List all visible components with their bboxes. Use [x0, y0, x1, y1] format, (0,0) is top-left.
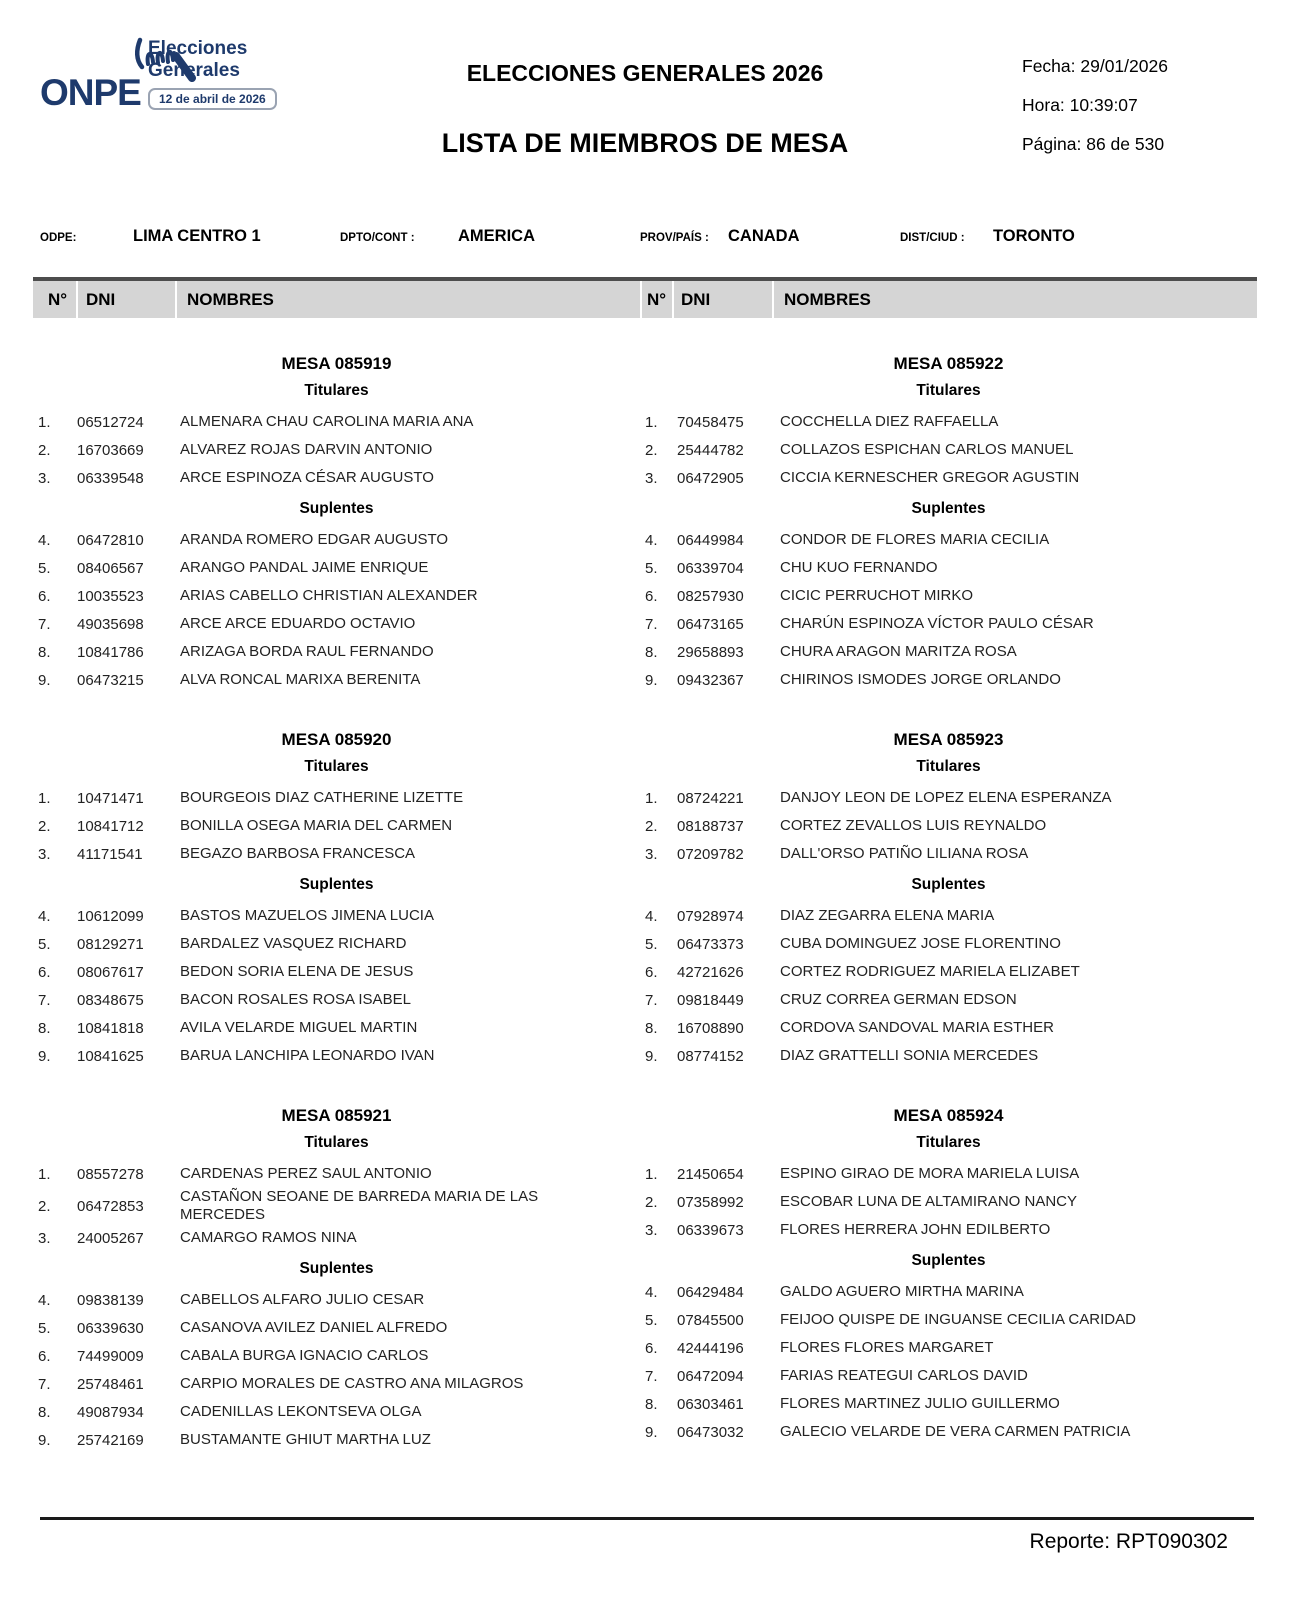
- member-name: CAMARGO RAMOS NINA: [180, 1229, 357, 1246]
- member-number: 7.: [38, 615, 51, 633]
- titulares-label: Titulares: [304, 1134, 369, 1151]
- member-row: [33, 930, 640, 958]
- logo-line-2: Generales: [148, 60, 240, 81]
- member-dni: 06339630: [77, 1319, 144, 1337]
- mesa-title: MESA 085922: [893, 354, 1004, 373]
- titulares-rows: [640, 784, 1257, 868]
- member-number: 7.: [645, 615, 658, 633]
- member-row: [33, 958, 640, 986]
- member-row: [640, 1014, 1257, 1042]
- member-dni: 09818449: [677, 991, 744, 1009]
- member-name: FLORES MARTINEZ JULIO GUILLERMO: [780, 1395, 1060, 1412]
- member-number: 3.: [645, 469, 658, 487]
- member-name: CABALA BURGA IGNACIO CARLOS: [180, 1347, 429, 1364]
- member-number: 2.: [38, 817, 51, 835]
- member-dni: 07845500: [677, 1311, 744, 1329]
- member-row: [33, 610, 640, 638]
- member-dni: 06473165: [677, 615, 744, 633]
- member-dni: 29658893: [677, 643, 744, 661]
- election-date-badge: 12 de abril de 2026: [148, 88, 277, 110]
- member-row: [33, 638, 640, 666]
- member-name: ALMENARA CHAU CAROLINA MARIA ANA: [180, 413, 474, 430]
- region-row: [40, 227, 1260, 246]
- member-row: [640, 1278, 1257, 1306]
- member-dni: 49087934: [77, 1403, 144, 1421]
- member-dni: 07928974: [677, 907, 744, 925]
- member-row: [640, 1306, 1257, 1334]
- suplentes-rows: [33, 902, 640, 1070]
- member-name: CARPIO MORALES DE CASTRO ANA MILAGROS: [180, 1375, 524, 1392]
- member-row: [640, 930, 1257, 958]
- member-name: CHIRINOS ISMODES JORGE ORLANDO: [780, 671, 1061, 688]
- member-number: 4.: [645, 531, 658, 549]
- member-row: [33, 1370, 640, 1398]
- member-row: [640, 902, 1257, 930]
- member-name: ARIAS CABELLO CHRISTIAN ALEXANDER: [180, 587, 478, 604]
- mesa-block: [33, 1106, 640, 1454]
- member-row: [640, 408, 1257, 436]
- member-row: [640, 1042, 1257, 1070]
- member-name: COLLAZOS ESPICHAN CARLOS MANUEL: [780, 441, 1074, 458]
- member-name: CARDENAS PEREZ SAUL ANTONIO: [180, 1165, 432, 1182]
- odpe-value: LIMA CENTRO 1: [133, 227, 261, 245]
- titulares-label: Titulares: [304, 382, 369, 399]
- mesa-title: MESA 085919: [281, 354, 392, 373]
- col-header-nombres: NOMBRES: [772, 281, 1257, 318]
- member-row: [33, 1342, 640, 1370]
- member-dni: 06339704: [677, 559, 744, 577]
- footer-divider: [40, 1517, 1254, 1520]
- member-row: [640, 526, 1257, 554]
- member-row: [33, 1398, 640, 1426]
- member-name: BUSTAMANTE GHIUT MARTHA LUZ: [180, 1431, 431, 1448]
- member-name: DANJOY LEON DE LOPEZ ELENA ESPERANZA: [780, 789, 1112, 806]
- member-row: [640, 986, 1257, 1014]
- member-number: 1.: [38, 789, 51, 807]
- suplentes-label: Suplentes: [299, 1260, 374, 1277]
- member-dni: 25444782: [677, 441, 744, 459]
- dpto-label: DPTO/CONT :: [340, 232, 415, 244]
- member-dni: 70458475: [677, 413, 744, 431]
- member-row: [640, 436, 1257, 464]
- member-dni: 21450654: [677, 1165, 744, 1183]
- member-number: 4.: [645, 907, 658, 925]
- mesa-title: MESA 085924: [893, 1106, 1004, 1125]
- member-name: CRUZ CORREA GERMAN EDSON: [780, 991, 1017, 1008]
- titulares-rows: [640, 408, 1257, 492]
- logo-line-1: Elecciones: [148, 38, 248, 59]
- suplentes-label: Suplentes: [299, 500, 374, 517]
- member-number: 9.: [38, 671, 51, 689]
- member-dni: 10841818: [77, 1019, 144, 1037]
- member-dni: 08188737: [677, 817, 744, 835]
- mesa-block: [640, 730, 1257, 1070]
- member-number: 3.: [38, 469, 51, 487]
- logo-text-block: [148, 38, 318, 110]
- member-name: DIAZ ZEGARRA ELENA MARIA: [780, 907, 995, 924]
- member-row: [33, 554, 640, 582]
- member-name: FLORES FLORES MARGARET: [780, 1339, 994, 1356]
- member-row: [33, 464, 640, 492]
- member-number: 2.: [38, 1197, 51, 1215]
- meta-pagina: Página: 86 de 530: [1022, 134, 1165, 154]
- member-dni: 08406567: [77, 559, 144, 577]
- suplentes-rows: [640, 526, 1257, 694]
- member-dni: 06339548: [77, 469, 144, 487]
- member-number: 4.: [38, 531, 51, 549]
- titulares-rows: [640, 1160, 1257, 1244]
- member-name: GALDO AGUERO MIRTHA MARINA: [780, 1283, 1024, 1300]
- member-row: [33, 784, 640, 812]
- member-dni: 06472810: [77, 531, 144, 549]
- member-dni: 08557278: [77, 1165, 144, 1183]
- member-name: ARANDA ROMERO EDGAR AUGUSTO: [180, 531, 449, 548]
- member-name: COCCHELLA DIEZ RAFFAELLA: [780, 413, 999, 430]
- meta-hora: Hora: 10:39:07: [1022, 95, 1138, 115]
- member-dni: 08724221: [677, 789, 744, 807]
- member-row: [640, 784, 1257, 812]
- member-number: 6.: [38, 963, 51, 981]
- member-name: CABELLOS ALFARO JULIO CESAR: [180, 1291, 425, 1308]
- member-row: [33, 1426, 640, 1454]
- member-number: 8.: [645, 1019, 658, 1037]
- member-name: CONDOR DE FLORES MARIA CECILIA: [780, 531, 1050, 548]
- table-header-left: [33, 281, 640, 318]
- member-row: [33, 902, 640, 930]
- member-row: [640, 610, 1257, 638]
- member-row: [33, 582, 640, 610]
- member-name: CASTAÑON SEOANE DE BARREDA MARIA DE LAS MERCEDES: [180, 1188, 539, 1223]
- member-name: DIAZ GRATTELLI SONIA MERCEDES: [780, 1047, 1039, 1064]
- member-name: CADENILLAS LEKONTSEVA OLGA: [180, 1403, 422, 1420]
- member-row: [33, 986, 640, 1014]
- member-number: 6.: [645, 963, 658, 981]
- col-header-num: N°: [647, 289, 667, 309]
- member-name: BOURGEOIS DIAZ CATHERINE LIZETTE: [180, 789, 464, 806]
- member-number: 3.: [645, 845, 658, 863]
- meta-fecha: Fecha: 29/01/2026: [1022, 56, 1168, 76]
- member-number: 8.: [645, 1395, 658, 1413]
- mesa-block: [640, 354, 1257, 694]
- suplentes-label: Suplentes: [911, 876, 986, 893]
- member-name: ESPINO GIRAO DE MORA MARIELA LUISA: [780, 1165, 1080, 1182]
- member-dni: 25742169: [77, 1431, 144, 1449]
- member-dni: 08067617: [77, 963, 144, 981]
- mesa-grid: [33, 330, 1257, 1454]
- member-dni: 07209782: [677, 845, 744, 863]
- member-name: CUBA DOMINGUEZ JOSE FLORENTINO: [780, 935, 1061, 952]
- member-dni: 07358992: [677, 1193, 744, 1211]
- member-number: 9.: [645, 1423, 658, 1441]
- member-dni: 06339673: [677, 1221, 744, 1239]
- member-dni: 06472905: [677, 469, 744, 487]
- titulares-label: Titulares: [916, 758, 981, 775]
- member-name: ALVAREZ ROJAS DARVIN ANTONIO: [180, 441, 433, 458]
- mesa-title: MESA 085920: [281, 730, 392, 749]
- member-row: [640, 1362, 1257, 1390]
- titulares-rows: [33, 784, 640, 868]
- member-row: [640, 638, 1257, 666]
- member-name: CHU KUO FERNANDO: [780, 559, 938, 576]
- col-header-num: N°: [48, 289, 68, 309]
- member-dni: 06472094: [677, 1367, 744, 1385]
- member-name: DALL'ORSO PATIÑO LILIANA ROSA: [780, 845, 1029, 862]
- member-number: 8.: [38, 1403, 51, 1421]
- member-dni: 08257930: [677, 587, 744, 605]
- member-row: [33, 1042, 640, 1070]
- member-number: 3.: [38, 1229, 51, 1247]
- member-dni: 42444196: [677, 1339, 744, 1357]
- member-number: 1.: [645, 1165, 658, 1183]
- member-dni: 25748461: [77, 1375, 144, 1393]
- member-row: [640, 554, 1257, 582]
- suplentes-rows: [33, 1286, 640, 1454]
- document-subtitle: LISTA DE MIEMBROS DE MESA: [441, 128, 849, 158]
- member-name: FEIJOO QUISPE DE INGUANSE CECILIA CARIDAD: [780, 1311, 1136, 1328]
- member-row: [640, 666, 1257, 694]
- dpto-value: AMERICA: [458, 227, 535, 245]
- member-dni: 06449984: [677, 531, 744, 549]
- dist-label: DIST/CIUD :: [900, 232, 965, 244]
- member-dni: 06429484: [677, 1283, 744, 1301]
- titulares-rows: [33, 1160, 640, 1252]
- member-number: 2.: [38, 441, 51, 459]
- member-name: BARUA LANCHIPA LEONARDO IVAN: [180, 1047, 435, 1064]
- member-number: 7.: [38, 991, 51, 1009]
- member-dni: 10841625: [77, 1047, 144, 1065]
- member-name: ARCE ESPINOZA CÉSAR AUGUSTO: [180, 469, 434, 486]
- member-row: [640, 1188, 1257, 1216]
- member-row: [33, 1314, 640, 1342]
- member-number: 6.: [645, 587, 658, 605]
- member-row: [33, 1286, 640, 1314]
- member-row: [33, 812, 640, 840]
- member-number: 1.: [38, 413, 51, 431]
- member-number: 5.: [645, 559, 658, 577]
- suplentes-rows: [640, 902, 1257, 1070]
- member-dni: 06303461: [677, 1395, 744, 1413]
- member-dni: 16703669: [77, 441, 144, 459]
- member-number: 5.: [38, 935, 51, 953]
- member-name: ARANGO PANDAL JAIME ENRIQUE: [180, 559, 429, 576]
- member-number: 1.: [645, 789, 658, 807]
- member-number: 8.: [645, 643, 658, 661]
- member-row: [640, 840, 1257, 868]
- member-number: 9.: [645, 671, 658, 689]
- member-number: 2.: [645, 817, 658, 835]
- member-dni: 06473373: [677, 935, 744, 953]
- member-row: [33, 1188, 640, 1224]
- member-number: 7.: [645, 1367, 658, 1385]
- member-number: 3.: [645, 1221, 658, 1239]
- member-name: AVILA VELARDE MIGUEL MARTIN: [180, 1019, 418, 1036]
- member-name: ARCE ARCE EDUARDO OCTAVIO: [180, 615, 416, 632]
- member-row: [640, 1216, 1257, 1244]
- member-name: BEDON SORIA ELENA DE JESUS: [180, 963, 414, 980]
- document-title: ELECCIONES GENERALES 2026: [466, 60, 824, 86]
- mesa-block: [33, 354, 640, 694]
- member-row: [33, 1014, 640, 1042]
- member-name: BONILLA OSEGA MARIA DEL CARMEN: [180, 817, 453, 834]
- member-row: [33, 840, 640, 868]
- member-number: 1.: [645, 413, 658, 431]
- member-row: [33, 526, 640, 554]
- table-header-right: [640, 281, 1257, 318]
- prov-label: PROV/PAÍS :: [640, 232, 709, 244]
- member-number: 2.: [645, 1193, 658, 1211]
- member-name: CASANOVA AVILEZ DANIEL ALFREDO: [180, 1319, 448, 1336]
- table-header-bar: [33, 277, 1257, 318]
- onpe-wordmark: ONPE: [40, 72, 141, 113]
- mesa-title: MESA 085923: [893, 730, 1004, 749]
- onpe-logo: [40, 34, 340, 154]
- member-dni: 06472853: [77, 1197, 144, 1215]
- member-number: 8.: [38, 1019, 51, 1037]
- member-number: 6.: [645, 1339, 658, 1357]
- member-dni: 49035698: [77, 615, 144, 633]
- member-name: ALVA RONCAL MARIXA BERENITA: [180, 671, 421, 688]
- member-dni: 74499009: [77, 1347, 144, 1365]
- member-number: 4.: [645, 1283, 658, 1301]
- member-number: 7.: [38, 1375, 51, 1393]
- report-code: Reporte: RPT090302: [1029, 1530, 1228, 1553]
- member-number: 9.: [38, 1431, 51, 1449]
- member-number: 7.: [645, 991, 658, 1009]
- prov-value: CANADA: [728, 227, 800, 245]
- member-name: CORTEZ ZEVALLOS LUIS REYNALDO: [780, 817, 1047, 834]
- mesa-title: MESA 085921: [281, 1106, 392, 1125]
- col-header-nombres: NOMBRES: [175, 281, 640, 318]
- member-number: 3.: [38, 845, 51, 863]
- member-row: [640, 1160, 1257, 1188]
- member-name: BEGAZO BARBOSA FRANCESCA: [180, 845, 416, 862]
- member-dni: 08348675: [77, 991, 144, 1009]
- member-name: GALECIO VELARDE DE VERA CARMEN PATRICIA: [780, 1423, 1131, 1440]
- member-dni: 10471471: [77, 789, 144, 807]
- member-row: [640, 1334, 1257, 1362]
- member-row: [640, 1390, 1257, 1418]
- member-dni: 41171541: [77, 845, 143, 863]
- member-dni: 16708890: [677, 1019, 744, 1037]
- member-dni: 08129271: [77, 935, 144, 953]
- member-row: [640, 1418, 1257, 1446]
- member-dni: 09838139: [77, 1291, 144, 1309]
- dist-value: TORONTO: [993, 227, 1075, 245]
- member-number: 6.: [38, 587, 51, 605]
- mesa-column-left: [33, 330, 640, 1454]
- member-number: 1.: [38, 1165, 51, 1183]
- member-row: [640, 464, 1257, 492]
- member-row: [640, 582, 1257, 610]
- titulares-rows: [33, 408, 640, 492]
- member-dni: 42721626: [677, 963, 744, 981]
- mesa-column-right: [640, 330, 1257, 1454]
- member-name: FARIAS REATEGUI CARLOS DAVID: [780, 1367, 1028, 1384]
- member-number: 9.: [645, 1047, 658, 1065]
- titulares-label: Titulares: [916, 1134, 981, 1151]
- member-name: CICCIA KERNESCHER GREGOR AGUSTIN: [780, 469, 1080, 486]
- member-dni: 06473215: [77, 671, 144, 689]
- member-dni: 10841712: [77, 817, 144, 835]
- mesa-block: [33, 730, 640, 1070]
- member-name: CORDOVA SANDOVAL MARIA ESTHER: [780, 1019, 1054, 1036]
- col-header-dni: DNI: [672, 281, 772, 318]
- member-number: 8.: [38, 643, 51, 661]
- suplentes-rows: [640, 1278, 1257, 1446]
- member-number: 5.: [38, 1319, 51, 1337]
- member-name: CHARÚN ESPINOZA VÍCTOR PAULO CÉSAR: [780, 615, 1094, 632]
- member-name: CORTEZ RODRIGUEZ MARIELA ELIZABET: [780, 963, 1080, 980]
- member-dni: 10035523: [77, 587, 144, 605]
- member-name: FLORES HERRERA JOHN EDILBERTO: [780, 1221, 1051, 1238]
- member-number: 6.: [38, 1347, 51, 1365]
- odpe-label: ODPE:: [40, 232, 77, 244]
- member-number: 4.: [38, 1291, 51, 1309]
- member-name: ESCOBAR LUNA DE ALTAMIRANO NANCY: [780, 1193, 1078, 1210]
- member-dni: 06512724: [77, 413, 144, 431]
- member-name: BASTOS MAZUELOS JIMENA LUCIA: [180, 907, 434, 924]
- member-number: 4.: [38, 907, 51, 925]
- suplentes-rows: [33, 526, 640, 694]
- member-row: [33, 1224, 640, 1252]
- suplentes-label: Suplentes: [911, 500, 986, 517]
- member-name: CICIC PERRUCHOT MIRKO: [780, 587, 974, 604]
- suplentes-label: Suplentes: [299, 876, 374, 893]
- document-meta: [1022, 55, 1168, 172]
- member-row: [640, 958, 1257, 986]
- member-dni: 10612099: [77, 907, 144, 925]
- member-row: [640, 812, 1257, 840]
- member-name: ARIZAGA BORDA RAUL FERNANDO: [180, 643, 434, 660]
- suplentes-label: Suplentes: [911, 1252, 986, 1269]
- titulares-label: Titulares: [304, 758, 369, 775]
- member-number: 5.: [645, 935, 658, 953]
- member-number: 5.: [38, 559, 51, 577]
- member-row: [33, 436, 640, 464]
- member-name: BARDALEZ VASQUEZ RICHARD: [180, 935, 407, 952]
- member-dni: 24005267: [77, 1229, 144, 1247]
- col-header-dni: DNI: [76, 281, 175, 318]
- member-name: BACON ROSALES ROSA ISABEL: [180, 991, 411, 1008]
- member-row: [33, 666, 640, 694]
- member-number: 5.: [645, 1311, 658, 1329]
- member-dni: 06473032: [677, 1423, 744, 1441]
- member-dni: 08774152: [677, 1047, 744, 1065]
- member-name: CHURA ARAGON MARITZA ROSA: [780, 643, 1017, 660]
- titulares-label: Titulares: [916, 382, 981, 399]
- member-row: [33, 408, 640, 436]
- member-dni: 09432367: [677, 671, 744, 689]
- member-number: 2.: [645, 441, 658, 459]
- mesa-block: [640, 1106, 1257, 1446]
- member-dni: 10841786: [77, 643, 144, 661]
- member-row: [33, 1160, 640, 1188]
- member-number: 9.: [38, 1047, 51, 1065]
